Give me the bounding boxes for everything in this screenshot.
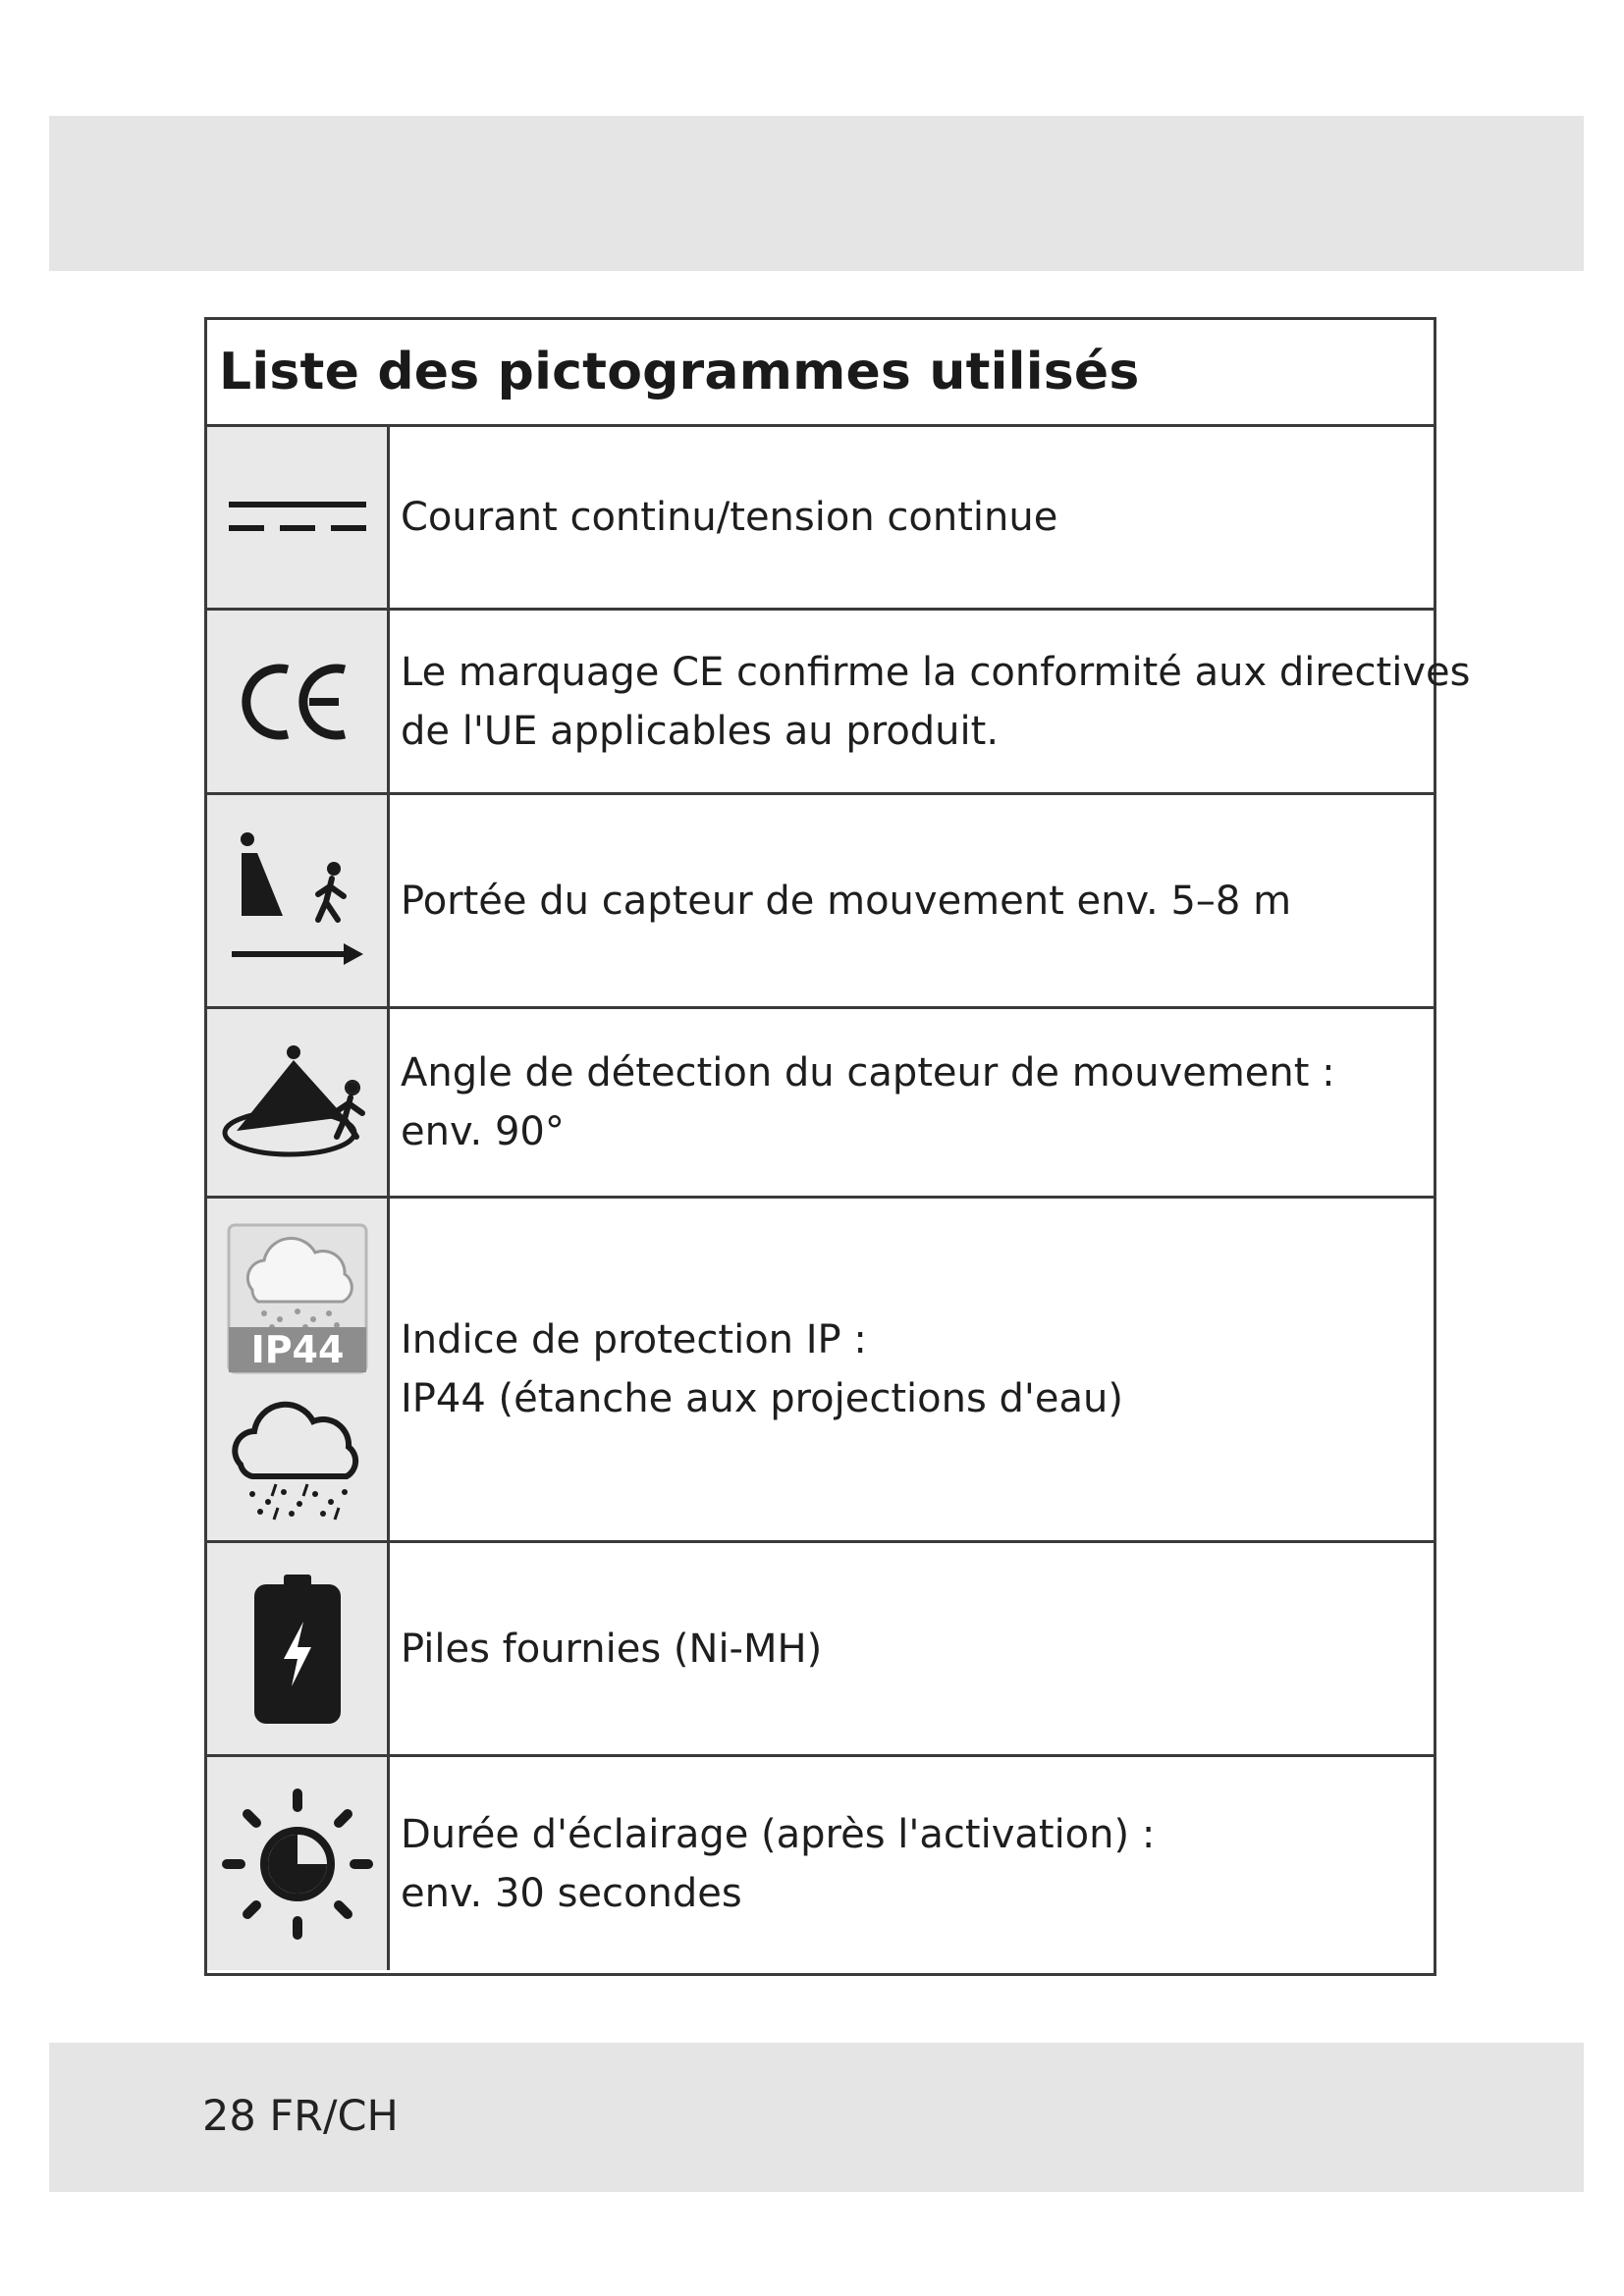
row-text-line: Angle de détection du capteur de mouvement : (401, 1050, 1335, 1095)
table-row (207, 795, 1434, 1009)
row-text-line: Piles fournies (Ni-MH) (401, 1626, 823, 1672)
row-text (390, 427, 1434, 608)
table-row (207, 1543, 1434, 1757)
ip44-label: IP44 (250, 1328, 344, 1371)
row-text-line: env. 90° (401, 1109, 565, 1154)
row-text-line: env. 30 secondes (401, 1870, 742, 1916)
header-band (49, 116, 1584, 271)
table-row (207, 427, 1434, 611)
table-header (207, 320, 1434, 427)
row-text-line: Portée du capteur de mouvement env. 5–8 m (401, 878, 1292, 924)
table-row (207, 1009, 1434, 1199)
pictogram-table (204, 317, 1471, 1976)
row-text-line: de l'UE applicables au produit. (401, 708, 1000, 754)
ce-mark-icon (207, 611, 390, 792)
row-text (390, 611, 1470, 792)
direct-current-icon (207, 427, 390, 608)
detection-angle-icon (207, 1009, 390, 1196)
row-text (390, 1543, 1434, 1754)
row-text-line: Courant continu/tension continue (401, 495, 1058, 540)
table-row (207, 1199, 1434, 1543)
row-text-line: Indice de protection IP : (401, 1317, 867, 1362)
battery-icon (207, 1543, 390, 1754)
row-text-line: Durée d'éclairage (après l'activation) : (401, 1811, 1156, 1857)
row-text (390, 1757, 1434, 1970)
table-row (207, 1757, 1434, 1970)
row-text-line: Le marquage CE confirme la conformité aux directives (401, 649, 1471, 695)
table-title: Liste des pictogrammes utilisés (219, 343, 1140, 401)
row-text (390, 795, 1434, 1006)
ip44-rain-icon (207, 1199, 390, 1540)
row-text (390, 1009, 1434, 1196)
table-row (207, 611, 1471, 795)
page-number: 28 FR/CH (202, 2092, 399, 2141)
motion-sensor-range-icon (207, 795, 390, 1006)
sun-timer-icon (207, 1757, 390, 1970)
row-text (390, 1199, 1434, 1540)
row-text-line: IP44 (étanche aux projections d'eau) (401, 1376, 1123, 1421)
